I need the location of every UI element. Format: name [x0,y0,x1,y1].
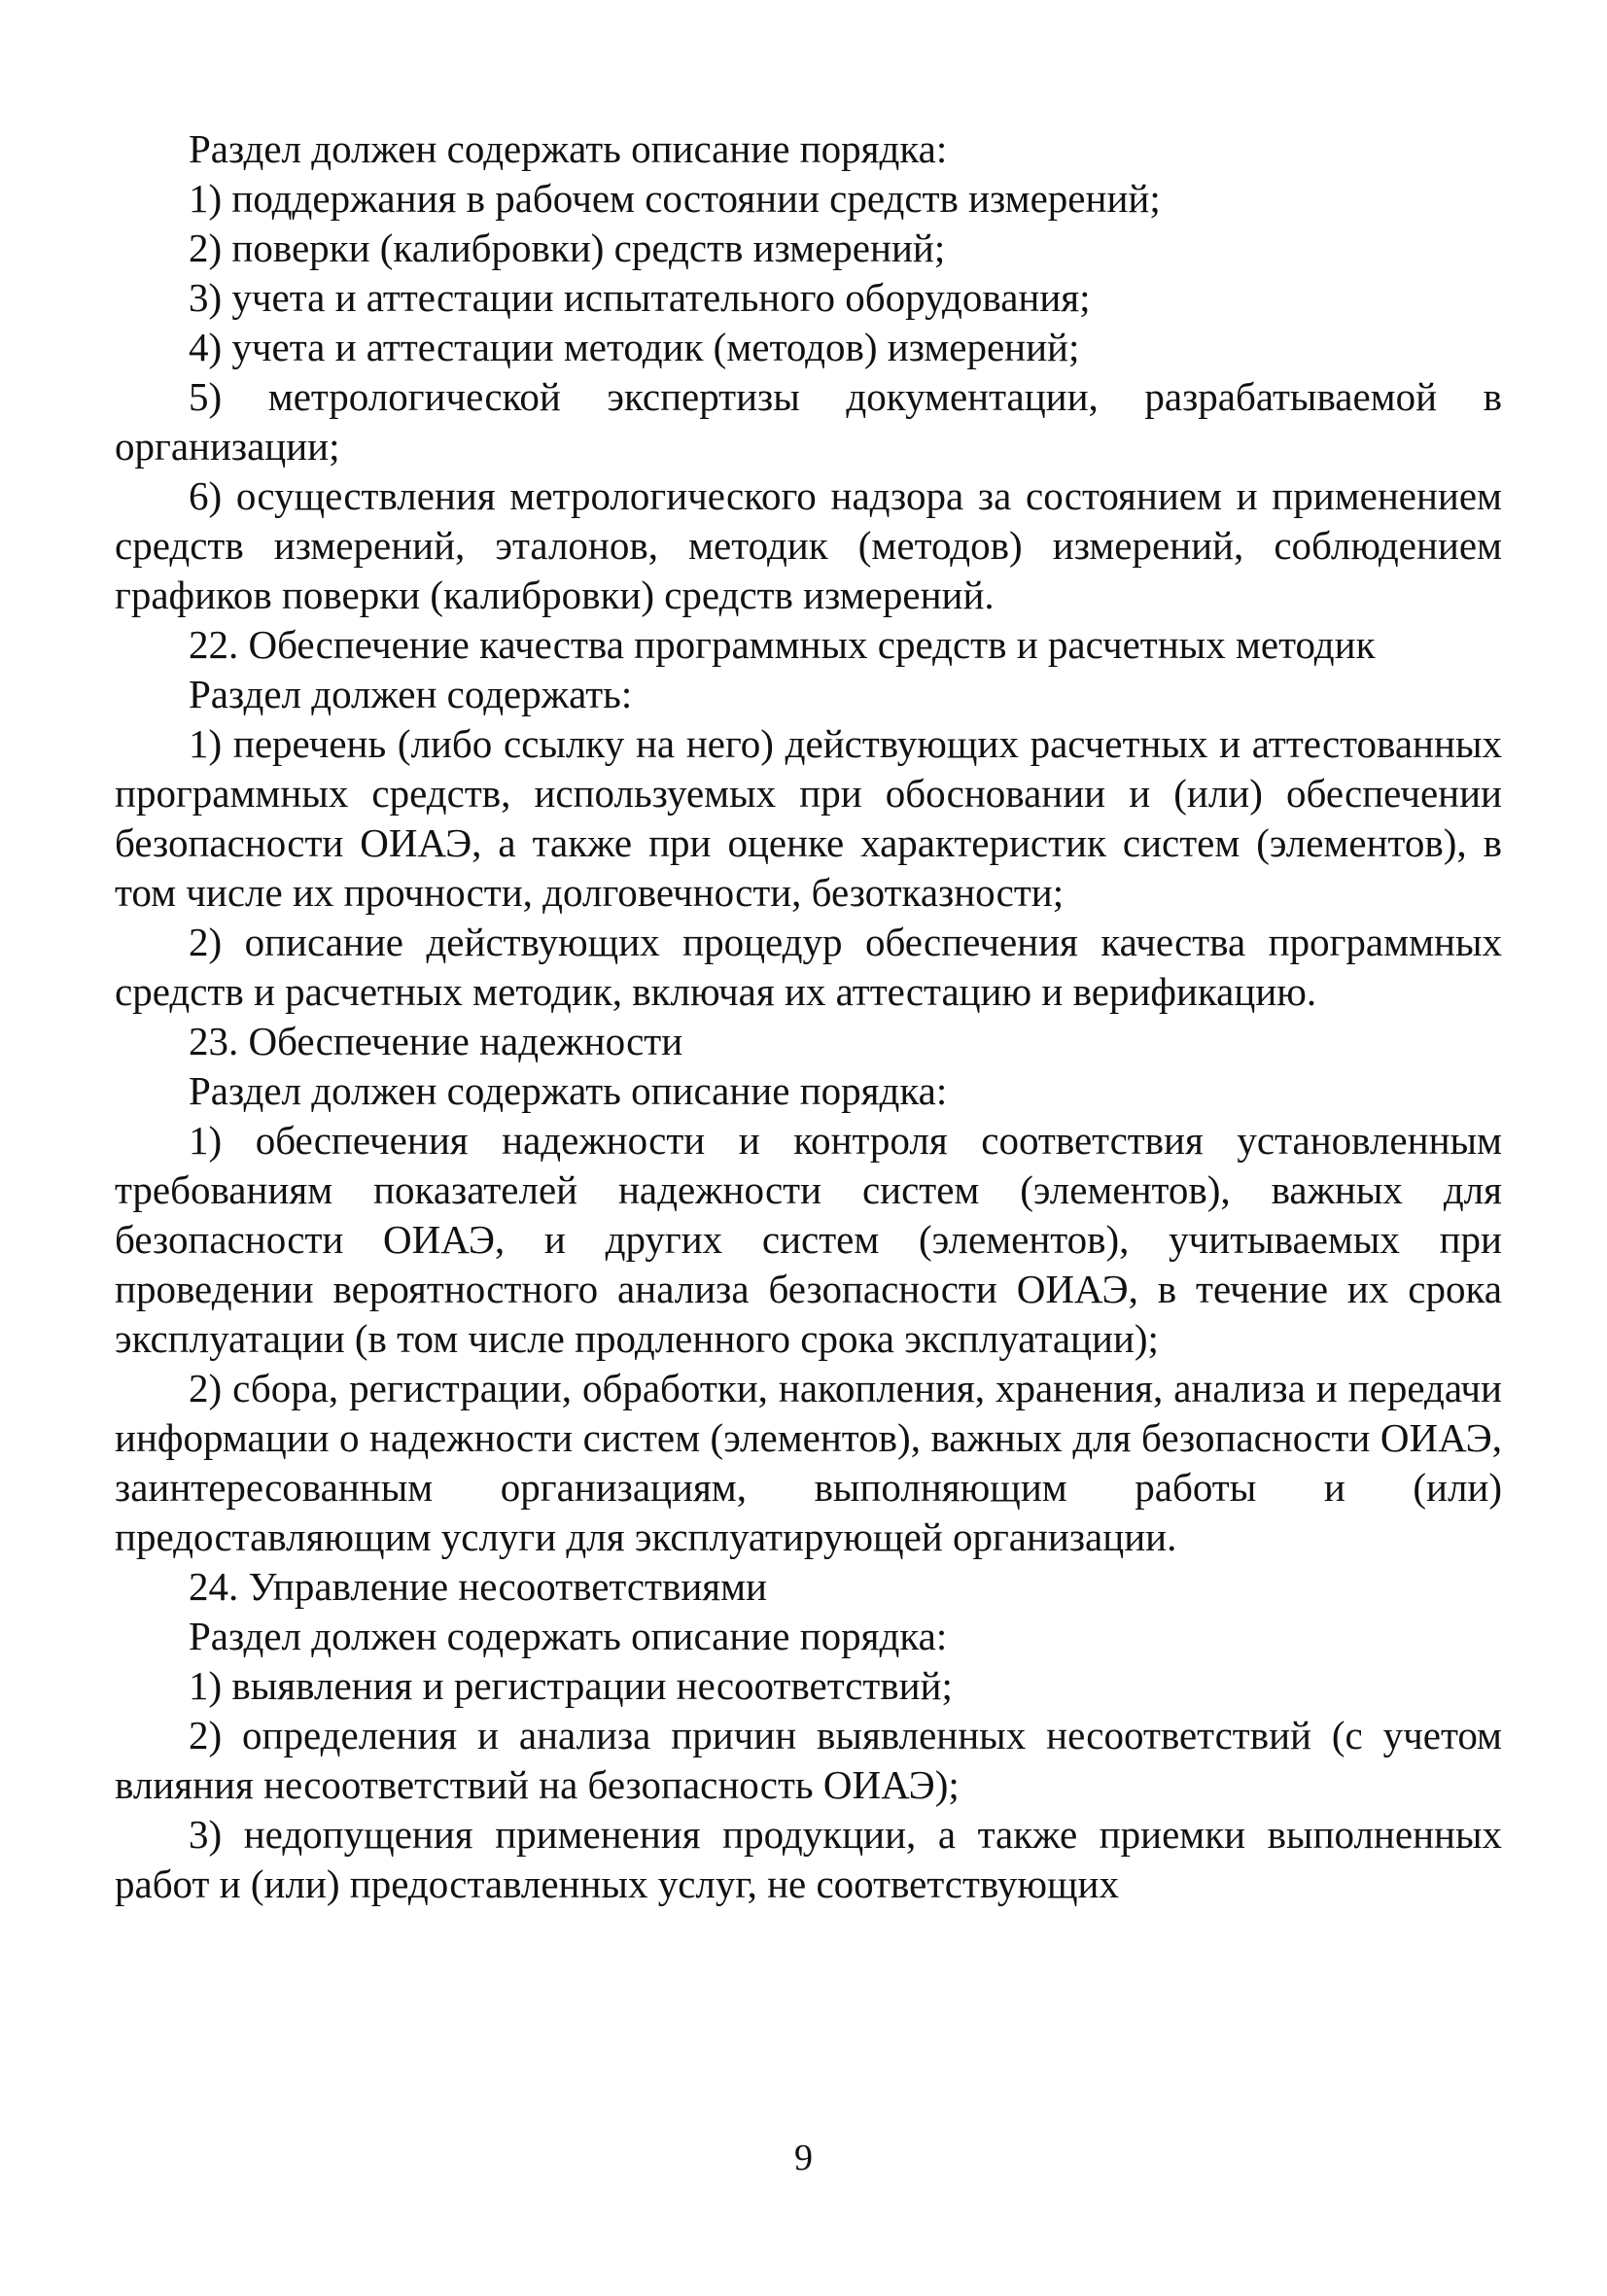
paragraph-intro-22: Раздел должен содержать: [189,672,633,716]
page-body [115,124,1502,1909]
list-item: 2) определения и анализа причин выявленных несоответствий (с учетом влияния несоответствий на безопасность ОИАЭ); [115,1713,1502,1807]
list-item: 1) поддержания в рабочем состоянии средств измерений; [189,176,1161,221]
section-heading-24: 24. Управление несоответствиями [189,1564,768,1609]
paragraph-intro-1: Раздел должен содержать описание порядка: [189,126,948,171]
list-item: 4) учета и аттестации методик (методов) измерений; [189,325,1080,369]
list-item: 2) описание действующих процедур обеспечения качества программных средств и расчетных методик, включая их аттестацию и верификацию. [115,920,1502,1014]
list-item: 6) осуществления метрологического надзора за состоянием и применением средств измерений, эталонов, методик (методов) измерений, соблюдением графиков поверки (калибровки) средств измерений. [115,473,1502,617]
list-item: 1) выявления и регистрации несоответствий; [189,1663,953,1708]
page-number: 9 [794,2138,813,2178]
list-item: 3) недопущения применения продукции, а также приемки выполненных работ и (или) предоставленных услуг, не соответствующих [115,1812,1502,1906]
list-item: 1) перечень (либо ссылку на него) действующих расчетных и аттестованных программных средств, используемых при обосновании и (или) обеспечении безопасности ОИАЭ, а также при оценке характеристик систем (элементов), в том числе их прочности, долговечности, безотказности; [115,721,1502,915]
section-heading-22: 22. Обеспечение качества программных средств и расчетных методик [189,622,1376,667]
list-item: 1) обеспечения надежности и контроля соответствия установленным требованиям показателей надежности систем (элементов), важных для безопасности ОИАЭ, и других систем (элементов), учитываемых при проведении вероятностного анализа безопасности ОИАЭ, в течение их срока эксплуатации (в том числе продленного срока эксплуатации); [115,1118,1502,1361]
list-item: 2) сбора, регистрации, обработки, накопления, хранения, анализа и передачи информации о надежности систем (элементов), важных для безопасности ОИАЭ, заинтересованным организациям, выполняющим работы и (или) предоставляющим услуги для эксплуатирующей организации. [115,1366,1502,1559]
paragraph-intro-23: Раздел должен содержать описание порядка: [189,1068,948,1113]
paragraph-intro-24: Раздел должен содержать описание порядка: [189,1614,948,1658]
list-item: 2) поверки (калибровки) средств измерений; [189,226,946,270]
list-item: 3) учета и аттестации испытательного оборудования; [189,275,1091,320]
section-heading-23: 23. Обеспечение надежности [189,1019,683,1063]
list-item: 5) метрологической экспертизы документации, разрабатываемой в организации; [115,374,1502,469]
